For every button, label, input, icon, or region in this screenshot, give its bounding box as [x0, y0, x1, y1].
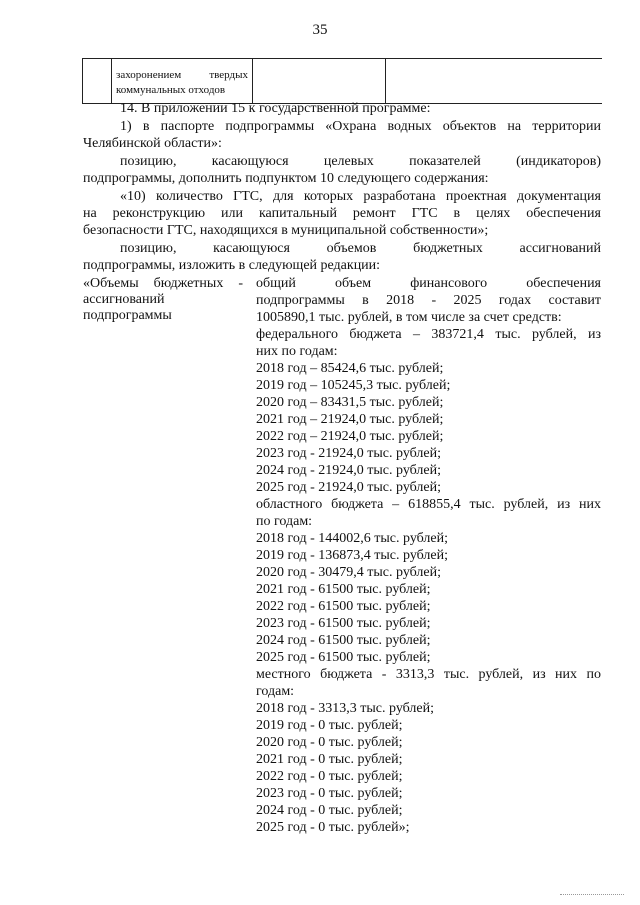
total-line: подпрограммы в 2018 - 2025 годах составит — [256, 293, 601, 308]
paragraph-line: подпрограммы, изложить в следующей редакции: — [83, 258, 381, 273]
local-years-list — [256, 700, 601, 836]
table-cell-line: коммунальных отходов — [116, 84, 226, 96]
year-line: 2024 год - 0 тыс. рублей; — [256, 803, 403, 818]
position-content — [256, 275, 601, 836]
year-line: 2020 год - 0 тыс. рублей; — [256, 735, 403, 750]
regional-budget-line: по годам: — [256, 514, 313, 529]
position-label-line: подпрограммы — [83, 308, 172, 323]
year-line: 2023 год - 0 тыс. рублей; — [256, 786, 403, 801]
position-label-line: «Объемы бюджетных - — [83, 276, 243, 291]
year-line: 2020 год - 30479,4 тыс. рублей; — [256, 565, 442, 580]
local-budget-line: местного бюджета - 3313,3 тыс. рублей, из них по — [256, 667, 601, 682]
year-line: 2022 год - 0 тыс. рублей; — [256, 769, 403, 784]
year-line: 2023 год - 21924,0 тыс. рублей; — [256, 446, 442, 461]
position-label — [83, 276, 243, 324]
year-line: 2019 год - 136873,4 тыс. рублей; — [256, 548, 449, 563]
year-line: 2025 год - 21924,0 тыс. рублей; — [256, 480, 442, 495]
paragraph-line: позицию, касающуюся объемов бюджетных ассигнований — [120, 241, 601, 256]
year-line: 2021 год - 0 тыс. рублей; — [256, 752, 403, 767]
page-number: 35 — [312, 22, 328, 38]
year-line: 2022 год - 61500 тыс. рублей; — [256, 599, 431, 614]
local-budget-line: годам: — [256, 684, 295, 699]
year-line: 2025 год - 61500 тыс. рублей; — [256, 650, 431, 665]
table-cell-number — [83, 59, 112, 103]
year-line: 2024 год - 21924,0 тыс. рублей; — [256, 463, 442, 478]
year-line: 2025 год - 0 тыс. рублей»; — [256, 820, 410, 835]
footer-rule — [560, 894, 624, 895]
year-line: 2020 год – 83431,5 тыс. рублей; — [256, 395, 444, 410]
year-line: 2018 год - 3313,3 тыс. рублей; — [256, 701, 435, 716]
paragraph-line: 1) в паспорте подпрограммы «Охрана водных объектов на территории — [120, 119, 601, 134]
table-cell-empty — [253, 59, 386, 103]
total-line: общий объем финансового обеспечения — [256, 276, 601, 291]
paragraph-line: подпрограммы, дополнить подпунктом 10 следующего содержания: — [83, 171, 489, 186]
paragraph-line: «10) количество ГТС, для которых разработана проектная документация — [120, 189, 601, 204]
federal-budget-line: них по годам: — [256, 344, 338, 359]
continuation-table — [82, 58, 602, 104]
year-line: 2018 год – 85424,6 тыс. рублей; — [256, 361, 444, 376]
year-line: 2022 год – 21924,0 тыс. рублей; — [256, 429, 444, 444]
year-line: 2021 год - 61500 тыс. рублей; — [256, 582, 431, 597]
year-line: 2019 год - 0 тыс. рублей; — [256, 718, 403, 733]
federal-years-list — [256, 360, 601, 496]
paragraph-line: на реконструкцию или капитальный ремонт ГТС в целях обеспечения — [83, 206, 601, 221]
year-line: 2018 год - 144002,6 тыс. рублей; — [256, 531, 449, 546]
table-cell-line: захоронением твердых — [116, 69, 248, 81]
position-label-line: ассигнований — [83, 292, 165, 307]
table-cell-text — [112, 59, 253, 103]
year-line: 2023 год - 61500 тыс. рублей; — [256, 616, 431, 631]
paragraph-line: безопасности ГТС, находящихся в муниципальной собственности»; — [83, 223, 489, 238]
paragraph-14: 14. В приложении 15 к государственной программе: — [120, 101, 431, 116]
total-line: 1005890,1 тыс. рублей, в том числе за счет средств: — [256, 310, 562, 325]
year-line: 2019 год – 105245,3 тыс. рублей; — [256, 378, 451, 393]
paragraph-line: позицию, касающуюся целевых показателей (индикаторов) — [120, 154, 601, 169]
regional-years-list — [256, 530, 601, 666]
paragraph-line: Челябинской области»: — [83, 136, 222, 151]
year-line: 2024 год - 61500 тыс. рублей; — [256, 633, 431, 648]
regional-budget-line: областного бюджета – 618855,4 тыс. рублей, из них — [256, 497, 601, 512]
table-cell-empty — [386, 59, 602, 103]
year-line: 2021 год – 21924,0 тыс. рублей; — [256, 412, 444, 427]
federal-budget-line: федерального бюджета – 383721,4 тыс. рублей, из — [256, 327, 601, 342]
